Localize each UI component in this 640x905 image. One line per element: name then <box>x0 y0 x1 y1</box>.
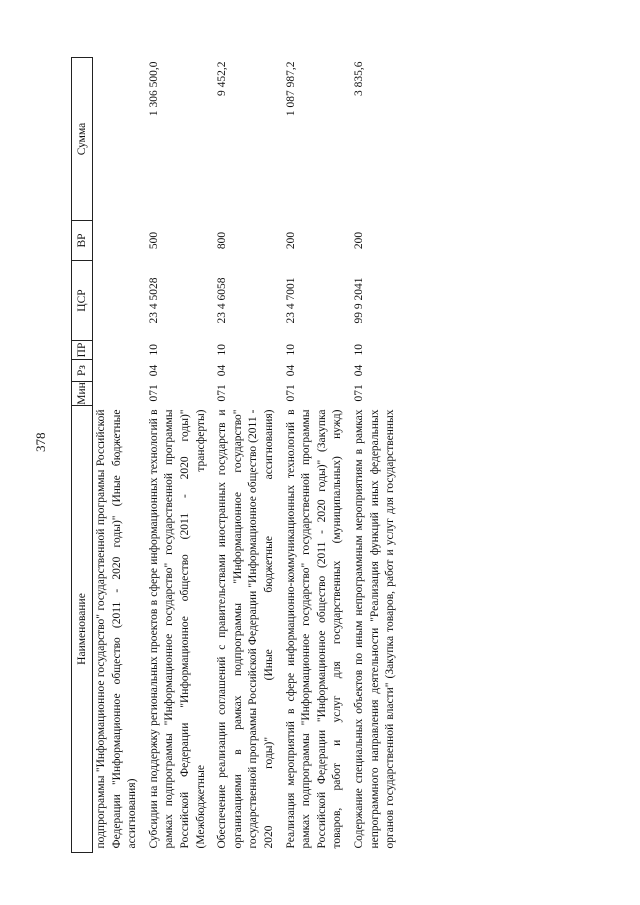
row-sum <box>93 58 146 221</box>
row-sum: 1 306 500,0 <box>147 61 160 117</box>
row-min: 071 <box>284 384 297 402</box>
table-row <box>351 58 404 853</box>
row-sum: 3 835,6 <box>352 61 365 96</box>
row-name: Содержание специальных объектов по иным непрограммным мероприятиям в рамках непрограммного направления деятельности "Реализация функций иных федеральных органов государственной власти" (Закупка товаров, работ и услуг для государственных <box>352 409 397 849</box>
row-rz: 04 <box>216 364 229 377</box>
row-pr: 10 <box>284 344 297 356</box>
row-pr <box>93 341 146 360</box>
row-name: Реализация мероприятий в сфере информационно-коммуникационных технологий в рамках подпрограммы "Информационное государство" государственной программы Российской Федерации "Информационное общество (2011 - 2020 годы)" (Закупка товаров, работ и услуг для государственных (муниципальных) нужд) <box>284 409 344 849</box>
row-rz: 04 <box>284 364 297 377</box>
row-rz: 04 <box>147 364 160 377</box>
table-row <box>214 58 282 853</box>
page-number: 378 <box>33 432 48 452</box>
rotated-document <box>71 58 611 853</box>
row-csr: 23 4 5028 <box>147 277 160 324</box>
row-vr: 200 <box>352 231 365 250</box>
row-vr: 500 <box>147 231 160 250</box>
row-min <box>93 382 146 406</box>
row-sum: 1 087 987,2 <box>284 61 297 117</box>
row-sum: 9 452,2 <box>216 61 229 96</box>
row-name: подпрограммы "Информационное государство" государственной программы Российской Федерации "Информационное общество (2011 - 2020 годы)" (Иные бюджетные ассигнования) <box>95 409 139 849</box>
row-csr: 23 4 7001 <box>284 277 297 324</box>
row-pr: 10 <box>147 344 160 356</box>
row-name: Субсидии на поддержку региональных проектов в сфере информационных технологий в рамках подпрограммы "Информационное государство" государственной программы Российской Федерации "Информационное общество (2011 - 2020 годы)" (Межбюджетные трансферты) <box>147 409 207 849</box>
header-pr: ПР <box>72 341 93 360</box>
header-sum: Сумма <box>72 58 93 221</box>
header-rz: Рз <box>72 360 93 382</box>
row-pr: 10 <box>216 344 229 356</box>
row-csr: 23 4 6058 <box>216 277 229 324</box>
row-name: Обеспечение реализации соглашений с правительствами иностранных государств и организациями в рамках подпрограммы "Информационное государство" государственной программы Российской Федерации "Информационное общество (2011 - 2020 годы)" (Иные бюджетные ассигнования) <box>216 409 275 849</box>
header-csr: ЦСР <box>72 261 93 341</box>
row-vr: 800 <box>216 231 229 250</box>
table-header-row <box>72 58 93 853</box>
row-pr: 10 <box>352 344 365 356</box>
header-min: Мин <box>72 382 93 406</box>
row-csr: 99 9 2041 <box>352 277 365 324</box>
row-rz: 04 <box>352 364 365 377</box>
header-name: Наименование <box>72 406 93 853</box>
table-row <box>93 58 146 853</box>
row-min: 071 <box>216 384 229 402</box>
row-csr <box>93 261 146 341</box>
budget-table <box>71 57 404 853</box>
row-min: 071 <box>352 384 365 402</box>
table-row <box>146 58 214 853</box>
row-rz <box>93 360 146 382</box>
row-min: 071 <box>147 384 160 402</box>
table-row <box>283 58 351 853</box>
row-vr: 200 <box>284 231 297 250</box>
row-vr <box>93 221 146 261</box>
header-vr: ВР <box>72 221 93 261</box>
